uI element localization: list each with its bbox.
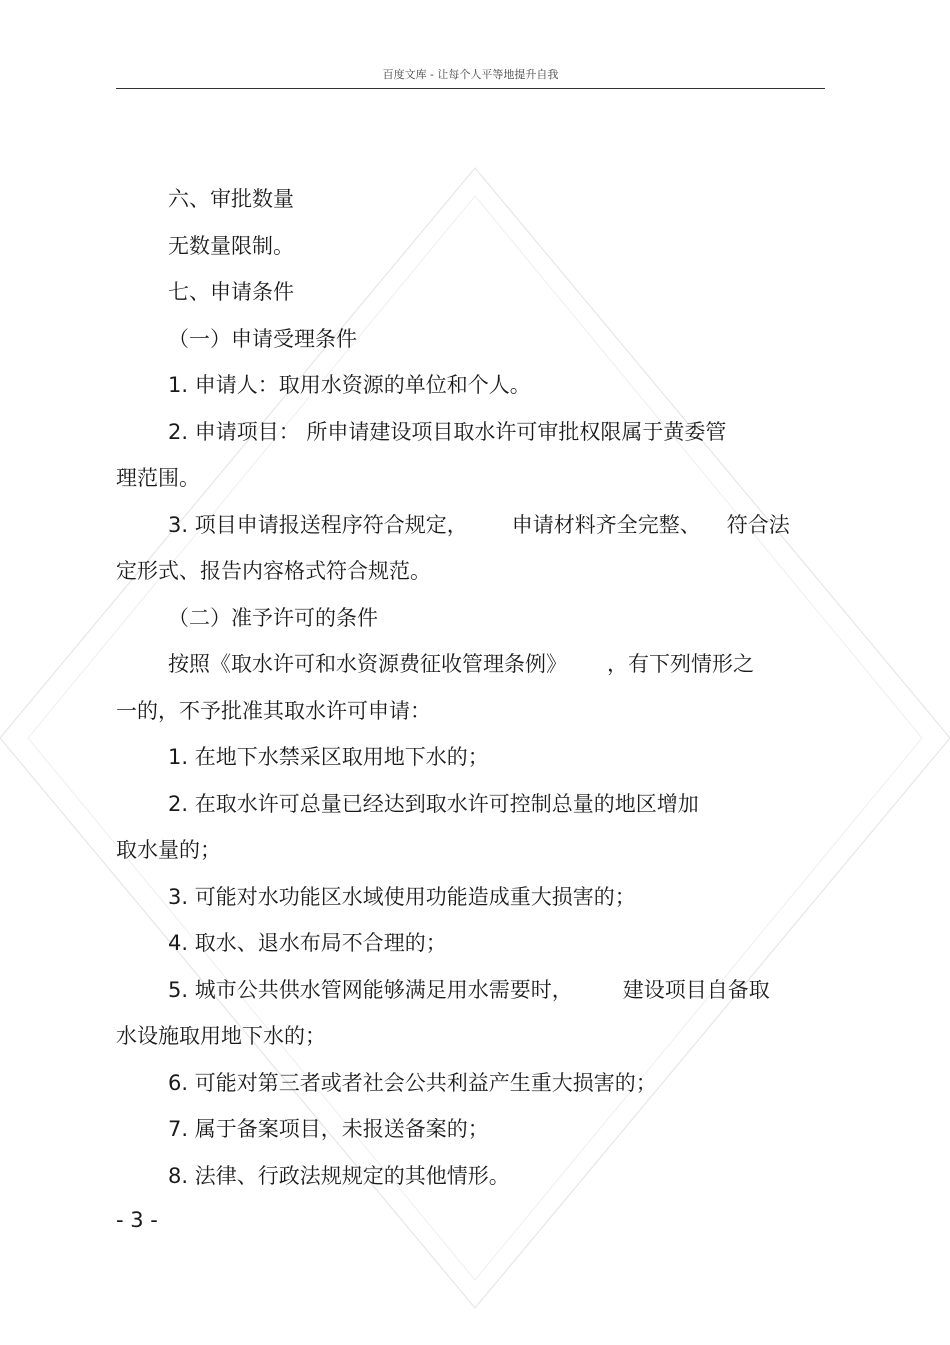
- header-text: 百度文库 - 让每个人平等地提升自我: [382, 68, 559, 81]
- subheading-permit-conditions: （二）准予许可的条件: [168, 606, 378, 630]
- page-number: - 3 -: [116, 1208, 158, 1232]
- condition-item-3: 3. 可能对水功能区水域使用功能造成重大损害的；: [168, 885, 636, 909]
- intro-part1: 按照《取水许可和水资源费征收管理条例》: [168, 652, 567, 676]
- intro-part2: ，有下列情形之: [607, 652, 754, 676]
- list-item-procedure-line2: 定形式、报告内容格式符合规范。: [116, 559, 431, 583]
- page-header: [116, 66, 825, 89]
- condition-item-6: 6. 可能对第三者或者社会公共利益产生重大损害的；: [168, 1071, 657, 1095]
- subheading-acceptance-conditions: （一）申请受理条件: [168, 327, 357, 351]
- paragraph-no-limit: 无数量限制。: [168, 234, 294, 258]
- condition-5-part2: 建设项目自备取: [622, 978, 770, 1002]
- paragraph-intro-line2: 一的，不予批准其取水许可申请：: [116, 699, 431, 723]
- section-heading-approval-quantity: 六、审批数量: [168, 187, 294, 211]
- condition-item-5-line1: [168, 976, 770, 1004]
- condition-5-part1: 5. 城市公共供水管网能够满足用水需要时，: [168, 978, 573, 1002]
- list-item-project-line1: 2. 申请项目： 所申请建设项目取水许可审批权限属于黄委管: [168, 420, 727, 444]
- procedure-part3: 符合法: [726, 513, 790, 537]
- list-item-project-line2: 理范围。: [116, 466, 200, 490]
- condition-item-8: 8. 法律、行政法规规定的其他情形。: [168, 1164, 510, 1188]
- condition-item-2-line2: 取水量的；: [116, 838, 221, 862]
- list-item-procedure-line1: [168, 511, 790, 539]
- condition-item-4: 4. 取水、退水布局不合理的；: [168, 931, 447, 955]
- section-heading-application-conditions: 七、申请条件: [168, 280, 294, 304]
- paragraph-intro-line1: [168, 650, 754, 678]
- procedure-part2: 申请材料齐全完整、: [511, 513, 701, 537]
- condition-item-2-line1: 2. 在取水许可总量已经达到取水许可控制总量的地区增加: [168, 792, 699, 816]
- list-item-applicant: 1. 申请人：取用水资源的单位和个人。: [168, 373, 531, 397]
- condition-item-7: 7. 属于备案项目，未报送备案的；: [168, 1117, 489, 1141]
- condition-item-1: 1. 在地下水禁采区取用地下水的；: [168, 745, 489, 769]
- procedure-part1: 3. 项目申请报送程序符合规定，: [168, 513, 468, 537]
- condition-item-5-line2: 水设施取用地下水的；: [116, 1024, 326, 1048]
